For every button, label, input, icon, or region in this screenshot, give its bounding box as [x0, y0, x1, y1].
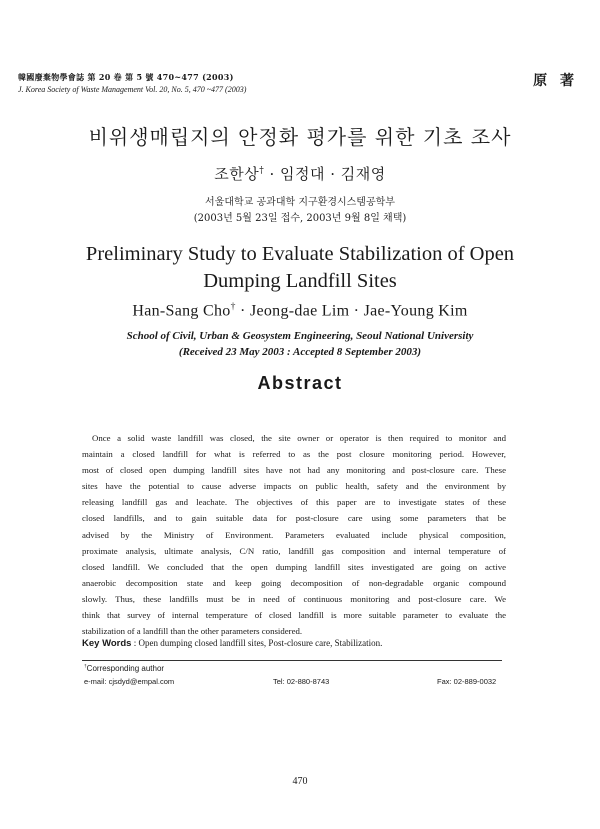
english-affiliation: School of Civil, Urban & Geosystem Engineering, Seoul National University	[126, 330, 474, 342]
abstract-line: stabilization of a landfill than the other parameters considered.	[82, 626, 303, 637]
footnote-label: Corresponding author	[86, 664, 165, 673]
keywords	[82, 638, 382, 649]
abstract-line: releasing landfill gas and leachate. The objectives of this paper are to investigate states of these	[82, 497, 506, 508]
english-author-first: Han-Sang Cho	[132, 302, 231, 320]
korean-affiliation: 서울대학교 공과대학 지구환경시스템공학부	[205, 197, 395, 208]
abstract-line: slowly. Thus, these landfills must be in need of continuous monitoring and post-closure care. We	[82, 593, 506, 604]
korean-title: 비위생매립지의 안정화 평가를 위한 기초 조사	[88, 125, 512, 149]
keywords-label: Key Words	[82, 638, 132, 649]
abstract-line: proximate analysis, ultimate analysis, C/N ratio, landfill gas composition and internal temperature of	[82, 545, 506, 556]
english-dates: (Received 23 May 2003 : Accepted 8 September 2003)	[178, 346, 422, 358]
english-title-line-1: Preliminary Study to Evaluate Stabilization of Open	[85, 243, 515, 265]
abstract-body	[82, 430, 506, 639]
abstract-line: closed landfills, and to gain suitable data for post-closure care using some parameters that be	[82, 513, 506, 524]
journal-title-korean: 韓國廢棄物學會誌 第 20 卷 第 5 號 470~477 (2003)	[18, 72, 234, 82]
abstract-line: advised by the Ministry of Environment. Parameters evaluated include physical composition,	[82, 529, 506, 540]
footnote-email: e-mail: cjsdyd@empal.com	[84, 677, 175, 686]
korean-authors	[0, 163, 600, 184]
english-title	[0, 241, 600, 294]
footnote-fax: Fax: 02-889-0032	[437, 677, 497, 686]
footnote-mark: †	[84, 664, 87, 670]
footnote-corresponding	[84, 664, 164, 673]
korean-author-first: 조한상	[214, 165, 260, 183]
page-number: 470	[292, 776, 308, 787]
korean-dates: (2003년 5월 23일 접수, 2003년 9월 8일 채택)	[193, 213, 407, 224]
korean-author-others: · 임정대 · 김재영	[264, 165, 386, 183]
abstract-line: Once a solid waste landfill was closed, the site owner or operator is then required to monitor and	[92, 433, 506, 443]
abstract-line: maintain a closed landfill for what is referred to as the post closure monitoring period. However,	[82, 449, 506, 460]
footnote-tel: Tel: 02-880-8743	[273, 677, 330, 686]
corresponding-mark: †	[230, 301, 236, 312]
english-authors	[0, 301, 600, 320]
article-type-badge: 原 著	[533, 73, 578, 89]
corresponding-mark: †	[259, 166, 265, 176]
abstract-line: anaerobic decomposition state and keep going decomposition of non-degradable organic compound	[82, 577, 506, 588]
english-author-others: · Jeong-dae Lim · Jae-Young Kim	[235, 302, 468, 320]
abstract-line: think that survey of internal temperature of closed landfill is more suitable parameter to evaluate the	[82, 610, 506, 621]
abstract-line: closed landfill. We concluded that the open dumping landfill sites investigated are going on active	[82, 561, 506, 572]
abstract-line: sites have the potential to cause adverse impacts on public health, safety and the environment by	[82, 481, 506, 492]
keywords-text: : Open dumping closed landfill sites, Post-closure care, Stabilization.	[131, 638, 383, 648]
footnote-divider	[82, 660, 502, 661]
journal-title-english: J. Korea Society of Waste Management Vol. 20, No. 5, 470 ~477 (2003)	[18, 85, 247, 94]
english-title-line-2: Dumping Landfill Sites	[203, 269, 397, 292]
abstract-heading: Abstract	[257, 373, 343, 393]
abstract-line: most of closed open dumping landfill sites have not had any monitoring and post-closure care. These	[82, 465, 506, 476]
